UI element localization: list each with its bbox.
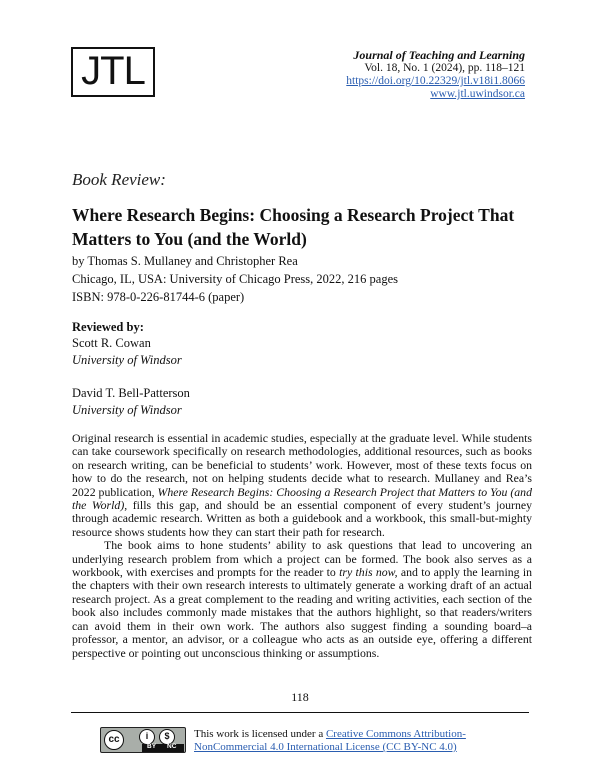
license-prefix: This work is licensed under a xyxy=(194,728,326,740)
reviewer-name: Scott R. Cowan xyxy=(72,336,151,350)
reviewer-name: David T. Bell-Patterson xyxy=(72,386,190,400)
journal-logo: JTL xyxy=(71,47,155,97)
license-link[interactable]: Creative Commons Attribution-NonCommercial 4.0 International License (CC BY-NC 4.0) xyxy=(194,728,466,753)
book-authors: by Thomas S. Mullaney and Christopher Rea xyxy=(72,254,298,268)
book-publisher: Chicago, IL, USA: University of Chicago Press, 2022, 216 pages xyxy=(72,272,399,286)
review-body xyxy=(72,432,532,660)
paragraph xyxy=(72,539,532,660)
by-label: BY xyxy=(147,743,157,750)
journal-title: Journal of Teaching and Learning xyxy=(353,48,525,62)
reviewer-affiliation: University of Windsor xyxy=(72,353,182,367)
paragraph xyxy=(72,432,532,539)
paragraph-text: Original research is essential in academic studies, especially at the graduate level. While students can take coursework specifically on research methodologies, additional resources, such as books on research writing, can be beneficial to students’ work. However, most of these texts focus on how to do the research, not on helping students decide what to research. Mullaney and Rea’s 2022 publication, xyxy=(72,431,532,499)
journal-volume: Vol. 18, No. 1 (2024), pp. 118–121 xyxy=(364,62,525,74)
page-number: 118 xyxy=(291,690,309,704)
cc-license-badge[interactable] xyxy=(100,727,186,753)
book-title-italic: Where Research Begins: Choosing a Research Project that Matters to You (and the World) xyxy=(72,484,532,513)
website-link[interactable]: www.jtl.uwindsor.ca xyxy=(430,88,525,100)
reviewed-by-heading: Reviewed by: xyxy=(72,320,144,334)
reviewer-affiliation: University of Windsor xyxy=(72,403,182,417)
book-isbn: ISBN: 978-0-226-81744-6 (paper) xyxy=(72,290,245,304)
paragraph-text: , fills this gap, and should be an essential component of every student’s journey through academic research. Written as both a guidebook and a workbook, this small-but-mighty resource shows students how they can start their path for research. xyxy=(72,498,532,539)
section-label: Book Review: xyxy=(72,170,166,189)
paragraph-text: The book aims to hone students’ ability to ask questions that lead to uncovering an underlying research problem from which a project can be formed. The book also serves as a workbook, with exercises and prompts for the reader to xyxy=(72,538,532,580)
license-text xyxy=(194,728,494,754)
footer-divider xyxy=(71,712,529,713)
by-person-icon: i xyxy=(139,729,155,745)
cc-icon: cc xyxy=(104,730,124,750)
nc-label: NC xyxy=(167,743,177,750)
doi-link[interactable]: https://doi.org/10.22329/jtl.v18i1.8066 xyxy=(346,75,525,87)
nc-dollar-icon: $ xyxy=(159,729,175,745)
book-title: Where Research Begins: Choosing a Research Project That Matters to You (and the World) xyxy=(72,205,515,249)
paragraph-text: and to apply the learning in the chapters with their own research interests to ultimately generate a working draft of an actual research project. As a great complement to the reading and writing activities, each section of the book also includes commonly made mistakes that the authors highlight, so that readers/writers can avoid them in their own work. The authors also suggest finding a sounding board–a professor, a mentor, an advisor, or a colleague who acts as an outside eye, offering a different perspective or pointing out unconscious thinking or assumptions. xyxy=(72,565,532,660)
emphasis-text: try this now, xyxy=(339,565,398,580)
